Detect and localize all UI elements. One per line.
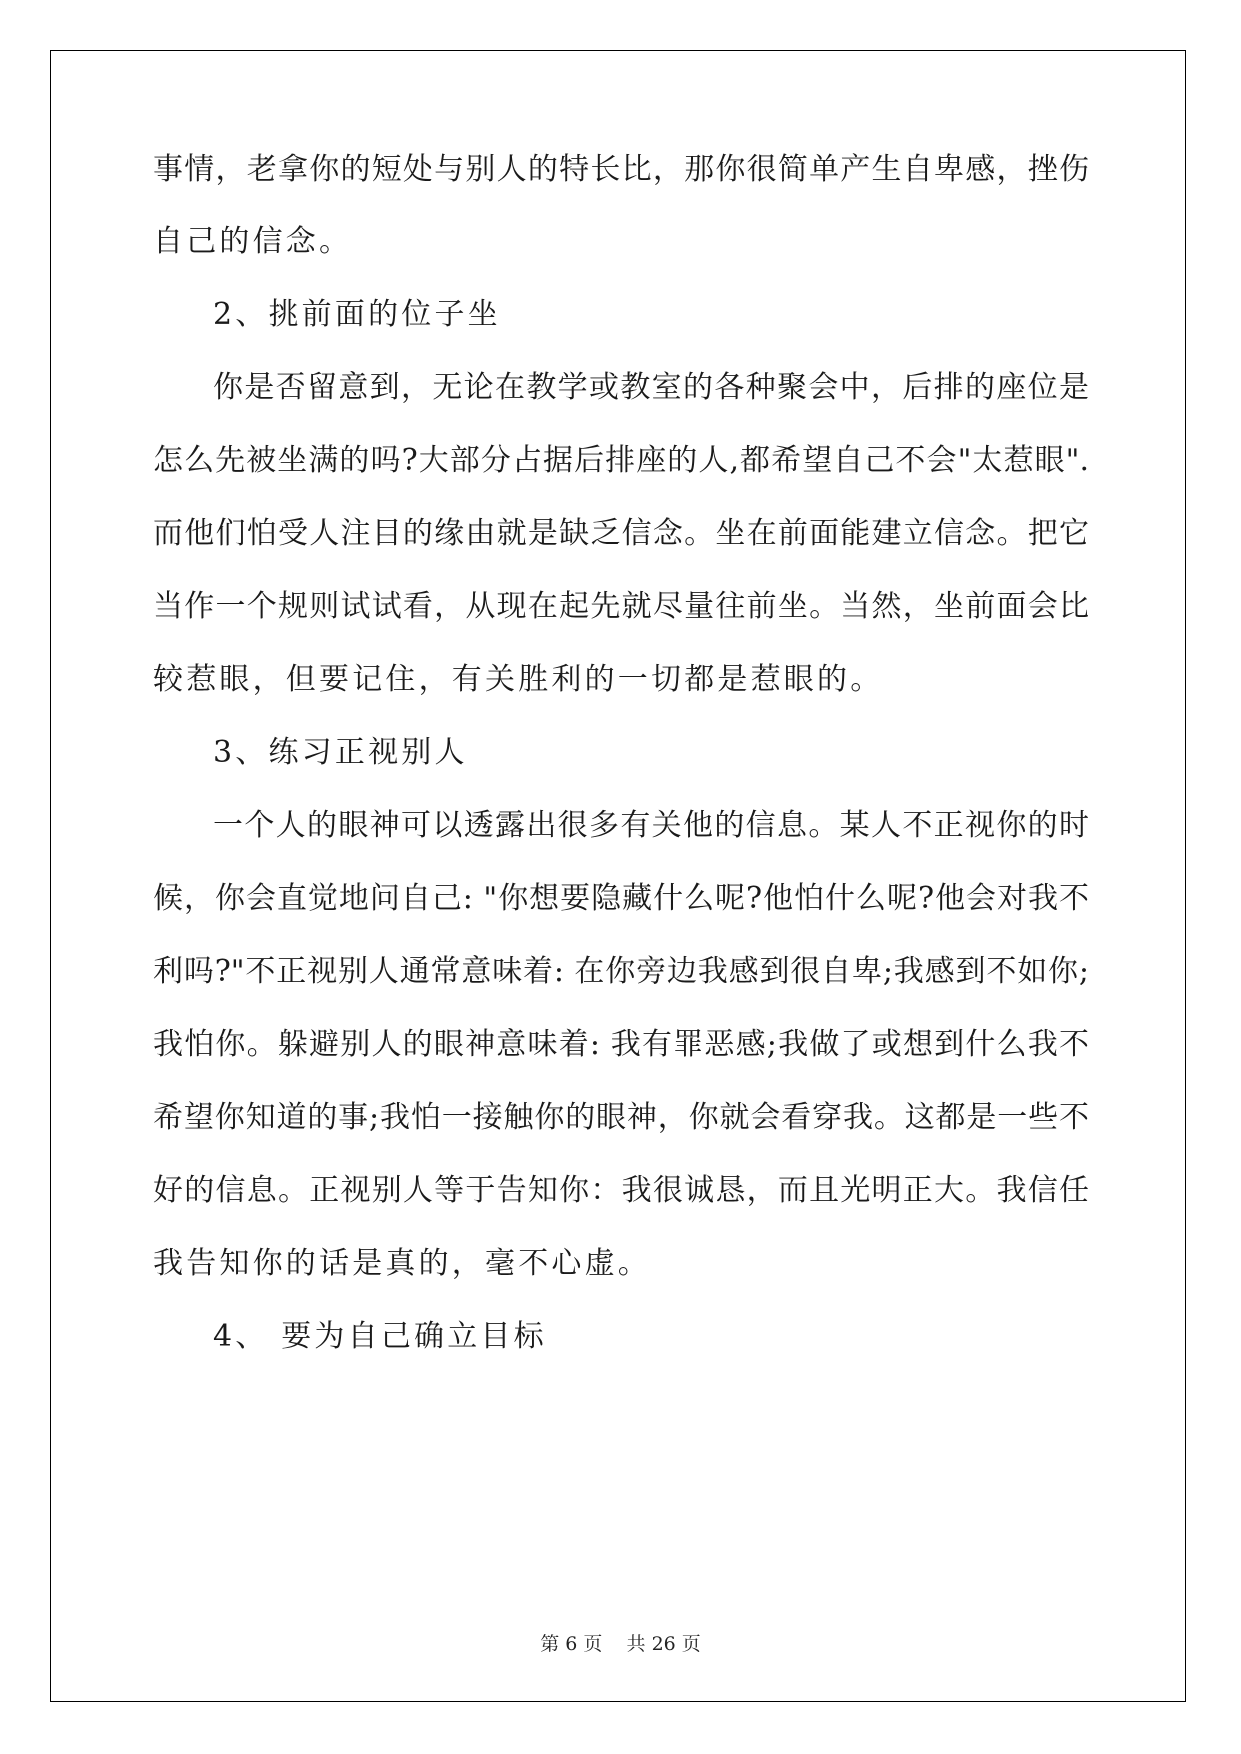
page-number: 第 6 页 共 26 页 — [540, 1633, 701, 1655]
text-line: 我怕你。躲避别人的眼神意味着: 我有罪恶感;我做了或想到什么我不 — [153, 1027, 1089, 1062]
text-line: 希望你知道的事;我怕一接触你的眼神，你就会看穿我。这都是一些不 — [153, 1100, 1089, 1135]
page-footer — [0, 1632, 1241, 1656]
text-line: 当作一个规则试试看，从现在起先就尽量往前坐。当然，坐前面会比 — [153, 589, 1089, 624]
section-heading: 2、挑前面的位子坐 — [213, 297, 501, 332]
text-line: 而他们怕受人注目的缘由就是缺乏信念。坐在前面能建立信念。把它 — [153, 516, 1089, 551]
section-heading: 4、 要为自己确立目标 — [213, 1319, 547, 1354]
text-line: 好的信息。正视别人等于告知你：我很诚恳，而且光明正大。我信任 — [153, 1173, 1089, 1208]
text-line: 利吗?"不正视别人通常意味着: 在你旁边我感到很自卑;我感到不如你; — [153, 954, 1089, 989]
text-line: 怎么先被坐满的吗?大部分占据后排座的人,都希望自己不会"太惹眼". — [153, 443, 1089, 478]
text-line: 你是否留意到，无论在教学或教室的各种聚会中，后排的座位是 — [213, 370, 1089, 405]
text-line: 较惹眼，但要记住，有关胜利的一切都是惹眼的。 — [153, 662, 884, 697]
section-heading: 3、练习正视别人 — [213, 735, 468, 770]
text-line: 自己的信念。 — [153, 224, 353, 259]
text-line: 我告知你的话是真的，毫不心虚。 — [153, 1246, 651, 1281]
text-line: 一个人的眼神可以透露出很多有关他的信息。某人不正视你的时 — [213, 808, 1089, 843]
text-line: 候，你会直觉地问自己: "你想要隐藏什么呢?他怕什么呢?他会对我不 — [153, 881, 1089, 916]
text-line: 事情，老拿你的短处与别人的特长比，那你很简单产生自卑感，挫伤 — [153, 152, 1089, 187]
